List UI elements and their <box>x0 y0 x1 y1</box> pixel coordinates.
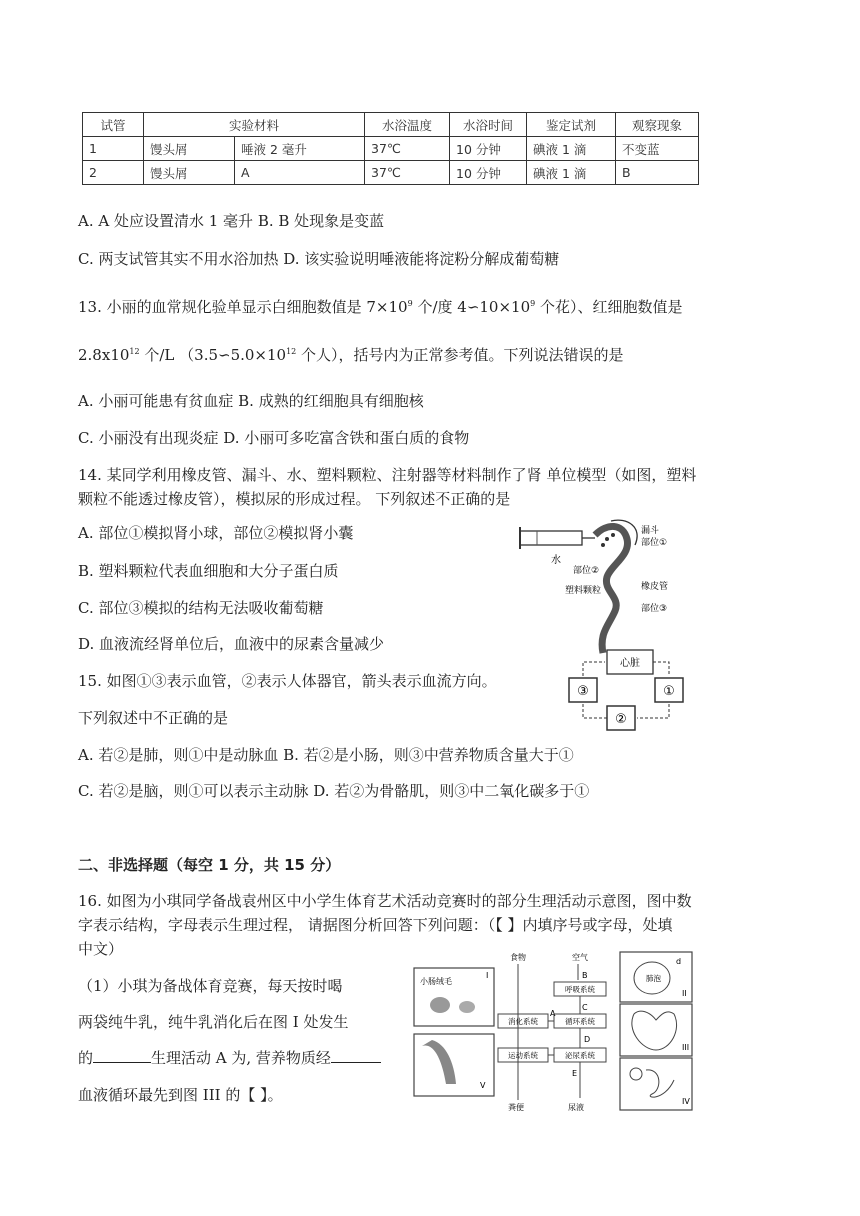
table-cell: 2 <box>83 161 144 185</box>
q13-text: 个/L （3.5∽5.0×10 <box>139 346 287 364</box>
process-c-label: C <box>582 1003 588 1012</box>
flow-arrow <box>583 662 605 676</box>
q14-stem-line2: 颗粒不能透过橡皮管），模拟尿的形成过程。 下列叙述不正确的是 <box>78 490 511 508</box>
villi-label: 小肠绒毛 <box>420 977 452 986</box>
q13-superscript: 9 <box>530 299 536 308</box>
q13-text: 个人），括号内为正常参考值。下列说法错误的是 <box>296 346 624 364</box>
circulatory-label: 循环系统 <box>565 1017 595 1026</box>
table-cell: 1 <box>83 137 144 161</box>
part2-label: 部位② <box>573 566 600 576</box>
roman-5-label: V <box>480 1081 486 1090</box>
q13-superscript: 12 <box>129 347 140 356</box>
flow-arrow <box>583 704 607 718</box>
table-cell: 馒头屑 <box>144 137 235 161</box>
feces-label: 粪便 <box>508 1103 524 1112</box>
roman-3-label: III <box>682 1043 690 1052</box>
header-cell: 试管 <box>83 113 144 137</box>
flow-arrow <box>653 662 669 676</box>
physiology-figure <box>412 950 702 1115</box>
q16-sub1-line1: （1）小琪为备战体育竞赛，每天按时喝 <box>78 977 343 995</box>
q14-option-a: A. 部位①模拟肾小球，部位②模拟肾小囊 <box>78 524 354 542</box>
q16-stem-line3: 中文） <box>78 940 124 958</box>
q14-option-b: B. 塑料颗粒代表血细胞和大分子蛋白质 <box>78 562 339 580</box>
heart-image <box>632 1011 677 1050</box>
table-row <box>83 137 699 161</box>
q16-sub1-line2: 两袋纯牛乳，纯牛乳消化后在图 I 处发生 <box>78 1013 349 1031</box>
organ-2-label: ② <box>615 712 627 727</box>
header-cell: 水浴时间 <box>450 113 527 137</box>
particle-dot <box>601 543 605 547</box>
vessel-1-label: ① <box>663 684 675 699</box>
syringe-shape <box>520 531 582 545</box>
table-cell: A <box>235 161 365 185</box>
table-cell: 10 分钟 <box>450 137 527 161</box>
funnel-label: 漏斗 <box>641 526 660 536</box>
q13-text: 2.8x10 <box>78 346 130 364</box>
table-cell: 馒头屑 <box>144 161 235 185</box>
roman-2-label: II <box>682 989 687 998</box>
q13-superscript: 12 <box>286 347 297 356</box>
q13-options-ab: A. 小丽可能患有贫血症 B. 成熟的红细胞具有细胞核 <box>78 392 424 410</box>
heart-label: 心脏 <box>620 658 640 669</box>
table-cell: 碘液 1 滴 <box>527 137 616 161</box>
table-cell: 37℃ <box>365 137 450 161</box>
q13-superscript: 9 <box>407 299 413 308</box>
header-cell: 观察现象 <box>616 113 699 137</box>
q13-stem-line2 <box>78 344 624 365</box>
particles-label: 塑料颗粒 <box>565 586 602 596</box>
table-cell: 唾液 2 毫升 <box>235 137 365 161</box>
urine-label: 尿液 <box>568 1103 584 1112</box>
q12-options-ab: A. A 处应设置清水 1 毫升 B. B 处现象是变蓝 <box>78 212 385 230</box>
q16-stem-line1: 16. 如图为小琪同学备战袁州区中小学生体育艺术活动竞赛时的部分生理活动示意图，图中数 <box>78 892 692 910</box>
table-cell: 10 分钟 <box>450 161 527 185</box>
table-row <box>83 161 699 185</box>
q14-stem-line1: 14. 某同学利用橡皮管、漏斗、水、塑料颗粒、注射器等材料制作了肾 单位模型（如图，塑料 <box>78 466 697 484</box>
process-d-label: D <box>584 1035 591 1044</box>
q14-option-d: D. 血液流经肾单位后，血液中的尿素含量减少 <box>78 635 385 653</box>
q16-sub1-line3 <box>78 1047 381 1068</box>
vessel-3-label: ③ <box>577 684 589 699</box>
villi-image <box>459 1001 475 1013</box>
motor-label: 运动系统 <box>508 1051 538 1060</box>
q16-sub1-line4: 血液循环最先到图 III 的【 】。 <box>78 1086 283 1104</box>
answer-blank[interactable] <box>331 1048 381 1063</box>
q13-options-cd: C. 小丽没有出现炎症 D. 小丽可多吃富含铁和蛋白质的食物 <box>78 429 470 447</box>
q15-stem-line1: 15. 如图①③表示血管，②表示人体器官，箭头表示血流方向。 <box>78 672 497 690</box>
process-a-label: A <box>550 1009 556 1018</box>
air-label: 空气 <box>572 953 588 962</box>
part3-label: 部位③ <box>641 604 668 614</box>
tube-label: 橡皮管 <box>641 582 669 592</box>
q15-stem-line2: 下列叙述中不正确的是 <box>78 709 229 727</box>
q14-option-c: C. 部位③模拟的结构无法吸收葡萄糖 <box>78 599 324 617</box>
q13-text: 个花）、红细胞数值是 <box>535 298 683 316</box>
lung-label: 肺泡 <box>646 974 661 983</box>
answer-blank[interactable] <box>93 1048 151 1063</box>
q13-text: 个/度 4∽10×10 <box>412 298 531 316</box>
particle-dot <box>611 533 615 537</box>
table-cell: 碘液 1 滴 <box>527 161 616 185</box>
process-e-label: E <box>572 1069 578 1078</box>
villi-image <box>430 997 450 1013</box>
header-cell: 水浴温度 <box>365 113 450 137</box>
table-header-row <box>83 113 699 137</box>
q13-stem-line1 <box>78 296 683 317</box>
nephron-model-figure <box>515 515 675 655</box>
respiratory-label: 呼吸系统 <box>565 985 595 994</box>
header-cell: 实验材料 <box>144 113 365 137</box>
q15-options-ab: A. 若②是肺，则①中是动脉血 B. 若②是小肠，则③中营养物质含量大于① <box>78 746 574 764</box>
particle-dot <box>605 537 609 541</box>
roman-1-label: I <box>486 971 489 980</box>
table-cell: B <box>616 161 699 185</box>
arm-image <box>422 1040 456 1084</box>
food-label: 食物 <box>510 953 526 962</box>
water-label: 水 <box>551 555 561 566</box>
glomerulus-image <box>630 1068 642 1080</box>
section-title: 二、非选择题（每空 1 分，共 15 分） <box>78 856 341 874</box>
q15-options-cd: C. 若②是脑，则①可以表示主动脉 D. 若②为骨骼肌，则③中二氧化碳多于① <box>78 782 590 800</box>
urinary-label: 泌尿系统 <box>565 1051 595 1060</box>
tubule-image <box>646 1070 674 1097</box>
q16-text: 的 <box>78 1049 94 1067</box>
process-d-small-label: d <box>676 957 682 966</box>
part1-label: 部位① <box>641 538 668 548</box>
q12-options-cd: C. 两支试管其实不用水浴加热 D. 该实验说明唾液能将淀粉分解成葡萄糖 <box>78 250 560 268</box>
roman-4-label: IV <box>682 1097 690 1106</box>
digestive-label: 消化系统 <box>508 1017 538 1026</box>
q16-text: 生理活动 A 为, 营养物质经 <box>151 1049 331 1067</box>
process-b-label: B <box>582 971 588 980</box>
experiment-table <box>82 112 699 185</box>
q16-stem-line2: 字表示结构，字母表示生理过程， 请据图分析回答下列问题：（【 】内填序号或字母，处填 <box>78 916 673 934</box>
circulation-figure <box>563 646 703 736</box>
table-cell: 不变蓝 <box>616 137 699 161</box>
header-cell: 鉴定试剂 <box>527 113 616 137</box>
flow-arrow <box>637 704 669 718</box>
table-cell: 37℃ <box>365 161 450 185</box>
q13-text: 13. 小丽的血常规化验单显示白细胞数值是 7×10 <box>78 298 408 316</box>
